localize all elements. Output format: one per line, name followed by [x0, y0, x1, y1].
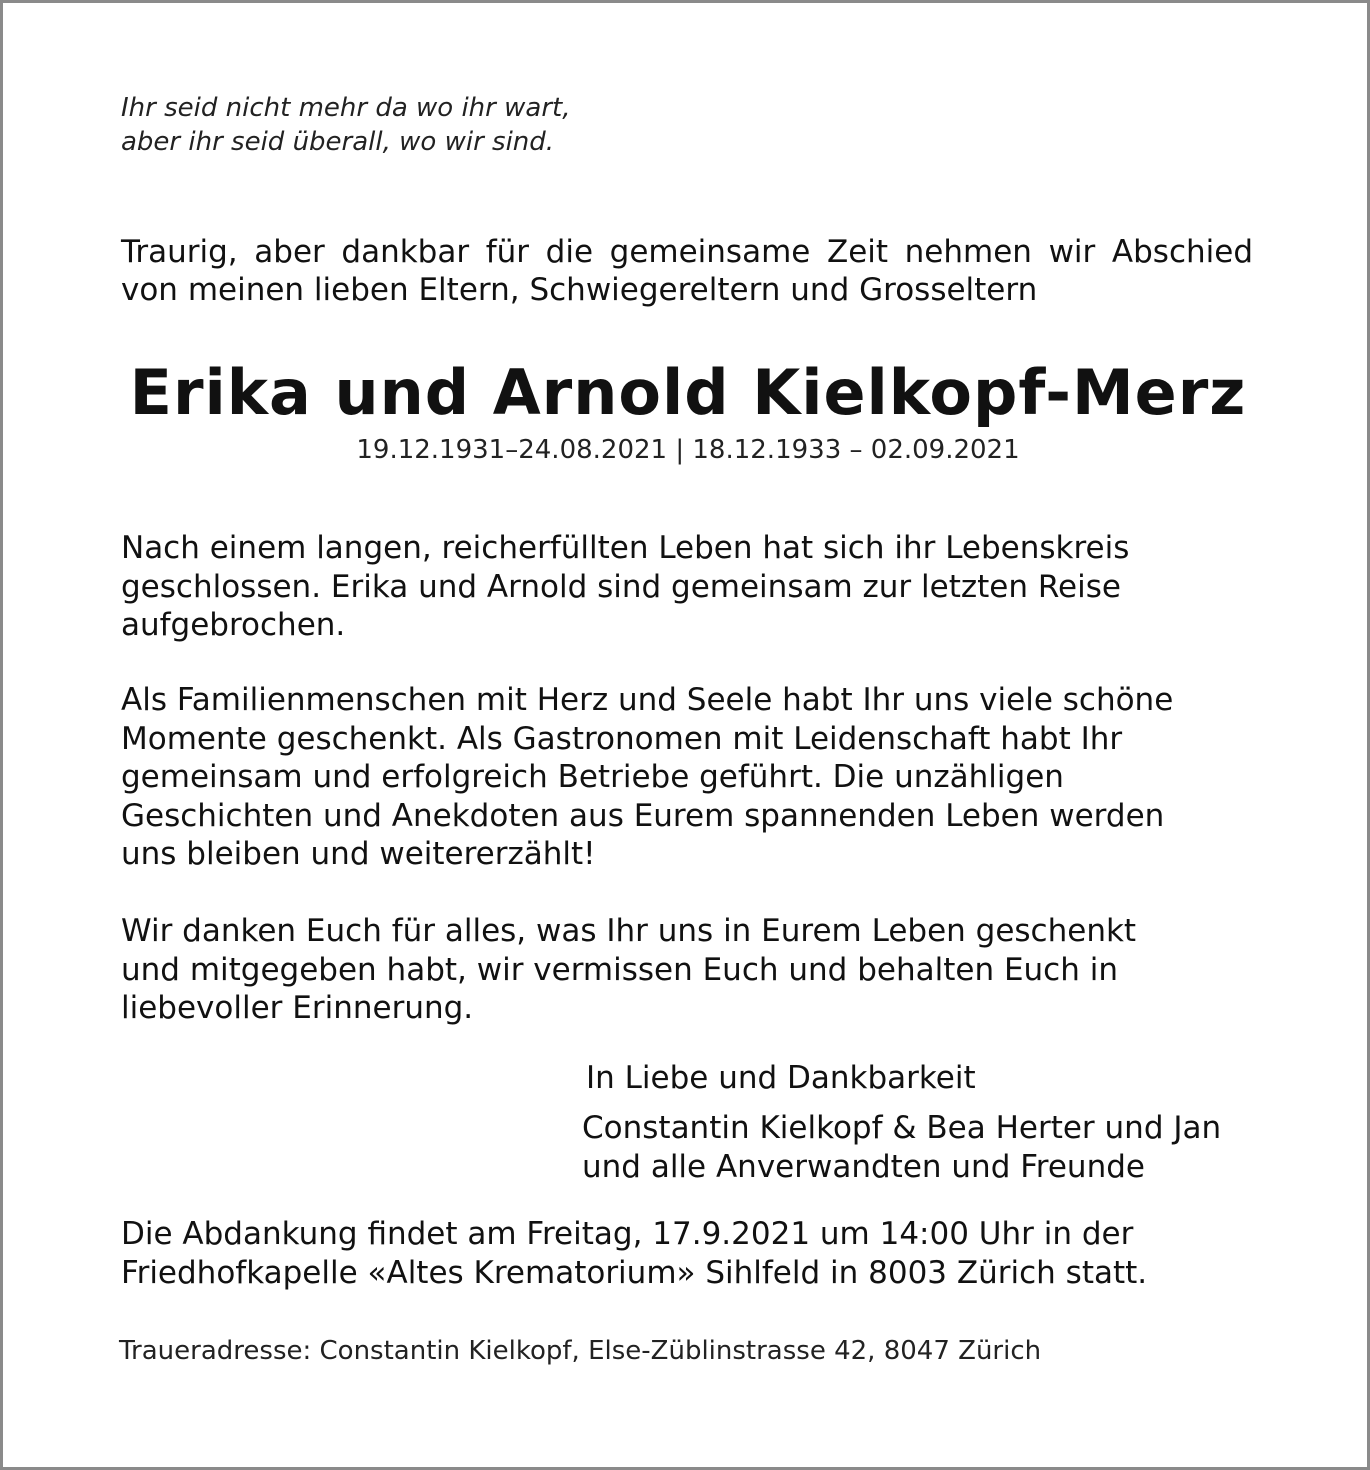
service-line: Friedhofkapelle «Altes Krematorium» Sihlfeld in 8003 Zürich statt.: [121, 1254, 1148, 1291]
quote-line: aber ihr seid überall, wo wir sind.: [121, 127, 555, 157]
paragraph-line: geschlossen. Erika und Arnold sind gemeinsam zur letzten Reise: [121, 568, 1121, 605]
paragraph-line: Momente geschenkt. Als Gastronomen mit Leidenschaft habt Ihr: [121, 720, 1123, 757]
memorial-quote: [121, 91, 570, 159]
paragraph-line: Nach einem langen, reicherfüllten Leben hat sich ihr Lebenskreis: [121, 530, 1130, 566]
paragraph-line: aufgebrochen.: [121, 607, 346, 643]
paragraph-line: uns bleiben und weitererzählt!: [121, 836, 596, 872]
service-announcement: [121, 1215, 1147, 1292]
paragraph-line: und mitgegeben habt, wir vermissen Euch und behalten Euch in: [121, 951, 1118, 988]
paragraph-line: liebevoller Erinnerung.: [121, 990, 474, 1026]
service-line: Die Abdankung findet am Freitag, 17.9.2021 um 14:00 Uhr in der: [121, 1216, 1134, 1252]
closing-phrase: In Liebe und Dankbarkeit: [586, 1060, 976, 1096]
signer-line: und alle Anverwandten und Freunde: [582, 1148, 1145, 1185]
paragraph-line: gemeinsam und erfolgreich Betriebe geführt. Die unzähligen: [121, 759, 1064, 795]
signer-line: Constantin Kielkopf & Bea Herter und Jan: [582, 1110, 1222, 1146]
intro-line: Traurig, aber dankbar für die gemeinsame Zeit nehmen wir Abschied: [121, 234, 1253, 270]
paragraph-life: [121, 529, 1129, 645]
paragraph-family: [121, 681, 1173, 874]
signers: [582, 1109, 1221, 1186]
life-dates: 19.12.1931–24.08.2021 | 18.12.1933 – 02.09.2021: [356, 435, 1020, 465]
paragraph-line: Als Familienmenschen mit Herz und Seele habt Ihr uns viele schöne: [121, 682, 1174, 718]
deceased-names: Erika und Arnold Kielkopf-Merz: [129, 356, 1247, 429]
paragraph-thanks: [121, 912, 1136, 1028]
paragraph-line: Wir danken Euch für alles, was Ihr uns in Eurem Leben geschenkt: [121, 913, 1137, 949]
intro-line: von meinen lieben Eltern, Schwiegereltern und Grosseltern: [121, 272, 1038, 308]
quote-line: Ihr seid nicht mehr da wo ihr wart,: [121, 93, 571, 123]
paragraph-line: Geschichten und Anekdoten aus Eurem spannenden Leben werden: [121, 797, 1165, 834]
intro-text: [121, 233, 1253, 309]
mourning-address: Traueradresse: Constantin Kielkopf, Else-Züblinstrasse 42, 8047 Zürich: [119, 1336, 1042, 1366]
